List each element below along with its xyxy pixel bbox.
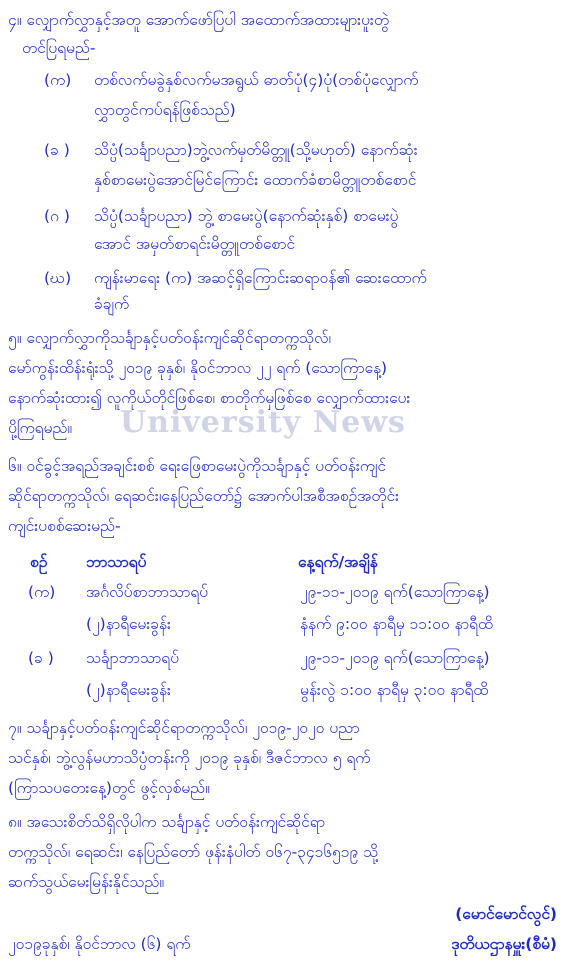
table-cell-subject: (၂)နာရီမေးခွန်း [86, 615, 171, 633]
signature-name: (မောင်မောင်လွင်) [455, 905, 557, 923]
table-cell-date: နံနက် ၉:၀၀ နာရီမှ ၁၁:၀၀ နာရီထိ [300, 615, 493, 633]
signature-title: ဒုတိယဌာနမှူး(စီမံ) [451, 935, 557, 953]
item4-sub-gha-label: (ဃ) [44, 269, 72, 287]
item4-sub-kha-label: (ခ ) [44, 141, 70, 159]
item5-line3: နောက်ဆုံးထား၍ လူကိုယ်တိုင်ဖြစ်စေ၊ စာတိုက်မှဖြစ်စေ လျှောက်ထားပေး [8, 389, 411, 407]
item8-line2: တက္ကသိုလ်၊ ရေဆင်း၊ နေပြည်တော် ဖုန်းနံပါတ် ၀၆၇-၃၄၁၆၅၁၉ သို့ [8, 843, 379, 861]
item4-sub-ka-line2: လွှာတွင်ကပ်ရန်ဖြစ်သည်) [94, 101, 236, 119]
table-header-subject: ဘာသာရပ် [86, 553, 147, 571]
item4-sub-ga-line1: သိပ္ပံ(သင်္ချာပညာ) ဘွဲ့ စာမေးပွဲ(နောက်ဆုံးနှစ်) စာမေးပွဲ [94, 207, 399, 225]
item8-line3: ဆက်သွယ်မေးမြန်းနိုင်သည်။ [8, 873, 165, 891]
table-header-no: စဉ် [30, 553, 48, 571]
table-header-date: နေ့ရက်/အချိန် [298, 553, 378, 571]
item4-sub-ka-line1: တစ်လက်မခွဲနှစ်လက်မအရွယ် ဓာတ်ပုံ(၄)ပုံ(တစ်ပုံလျှောက် [94, 71, 419, 89]
item8-line1: ၈။ အသေးစိတ်သိရှိလိုပါက သင်္ချာနှင့် ပတ်ဝန်းကျင်ဆိုင်ရာ [8, 813, 326, 831]
item4-sub-ga-line2: အောင် အမှတ်စာရင်းမိတ္တူတစ်စောင် [94, 235, 295, 253]
table-cell-date: ၂၉-၁၁-၂၀၁၉ ရက်(သောကြာနေ့) [300, 649, 490, 667]
item4-sub-kha-line1: သိပ္ပံ(သင်္ချာပညာ)ဘွဲ့လက်မှတ်မိတ္တူ(သို့မဟုတ်) နောက်ဆုံး [94, 141, 418, 159]
table-cell-no: (က) [28, 583, 56, 601]
watermark-text: University News [120, 405, 406, 440]
item5-line2: မော်ကွန်းထိန်းရုံးသို့ ၂၀၁၉ ခုနှစ်၊ နိုဝင်ဘာလ ၂၂ ရက် (သောကြာနေ့) [8, 359, 388, 377]
item4-sub-kha-line2: နှစ်စာမေးပွဲအောင်မြင်ကြောင်း ထောက်ခံစာမိတ္တူတစ်စောင် [94, 171, 417, 189]
item4-line2: တင်ပြရမည်- [22, 39, 96, 57]
item7-line1: ၇။ သင်္ချာနှင့်ပတ်ဝန်းကျင်ဆိုင်ရာတက္ကသိုလ်၊ ၂၀၁၉-၂၀၂၀ ပညာ [8, 719, 360, 737]
document-date: ၂၀၁၉ခုနှစ်၊ နိုဝင်ဘာလ (၆) ရက် [8, 935, 191, 953]
item4-sub-ga-label: (ဂ ) [44, 207, 70, 225]
item6-line1: ၆။ ဝင်ခွင့်အရည်အချင်းစစ် ရေးဖြေစာမေးပွဲကိုသင်္ချာနှင့် ပတ်ဝန်းကျင် [8, 457, 386, 475]
table-cell-date: ၂၉-၁၁-၂၀၁၉ ရက်(သောကြာနေ့) [300, 583, 490, 601]
table-cell-no: (ခ ) [28, 649, 54, 667]
item4-sub-ka-label: (က) [44, 71, 72, 89]
item6-line3: ကျင်းပစစ်ဆေးမည်- [8, 517, 121, 535]
table-cell-subject: (၂)နာရီမေးခွန်း [86, 681, 171, 699]
item6-line2: ဆိုင်ရာတက္ကသိုလ်၊ ရေဆင်း၊နေပြည်တော်၌ အောက်ပါအစီအစဉ်အတိုင်း [8, 487, 400, 505]
table-cell-subject: အင်္ဂလိပ်စာဘာသာရပ် [86, 583, 208, 601]
item5-line4: ပို့ကြရမည်။ [8, 419, 73, 437]
item5-line1: ၅။ လျှောက်လွှာကိုသင်္ချာနှင့်ပတ်ဝန်းကျင်ဆိုင်ရာတက္ကသိုလ်၊ [8, 329, 331, 347]
item7-line2: သင်နှစ်၊ ဘွဲ့လွန်မဟာသိပ္ပံတန်းကို ၂၀၁၉ ခုနှစ်၊ ဒီဇင်ဘာလ ၅ ရက် [8, 749, 371, 767]
item4-sub-gha-line2: ခံချက် [94, 295, 130, 313]
item7-line3: (ကြာသပတေးနေ့)တွင် ဖွင့်လှစ်မည်။ [8, 779, 210, 797]
item4-line1: ၄။ လျှောက်လွှာနှင့်အတူ အောက်ဖော်ပြပါ အထောက်အထားများပူးတွဲ [8, 11, 389, 29]
table-cell-date: မွန်းလွဲ ၁:၀၀ နာရီမှ ၃:၀၀ နာရီထိ [300, 681, 489, 699]
table-cell-subject: သင်္ချာဘာသာရပ် [86, 649, 179, 667]
item4-sub-gha-line1: ကျန်းမာရေး (က) အဆင့်ရှိကြောင်းဆရာဝန်၏ ဆေးထောက် [94, 269, 427, 287]
